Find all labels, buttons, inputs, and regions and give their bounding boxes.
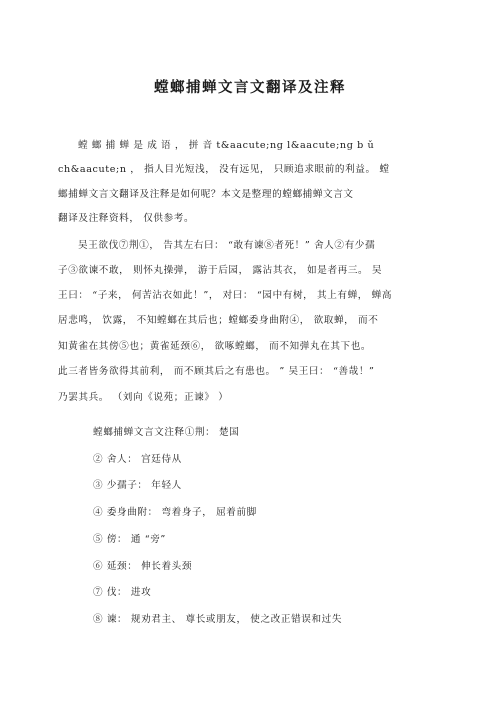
- note-item: ③ 少孺子： 年轻人: [93, 480, 182, 491]
- intro-line-4: 翻译及注释资料， 仅供参考。: [58, 213, 195, 224]
- note-item: ④ 委身曲附： 弯着身子， 屈着前脚: [93, 507, 257, 518]
- text-line-5: 知黄雀在其傍⑤也；黄雀延颈⑥， 欲啄螳螂， 而不知弹丸在其下也。: [58, 341, 372, 352]
- note-item: ⑧ 谏： 规劝君主、 尊长或朋友， 使之改正错误和过失: [93, 614, 343, 625]
- intro-line-2: ch&aacute;n ， 指人目光短浅， 没有远见， 只顾追求眼前的利益。 螳: [58, 164, 390, 175]
- text-line-2: 子③欲谏不敢， 则怀丸操弹， 游于后园， 露沾其衣， 如是者再三。 吴: [58, 265, 383, 276]
- note-item: ② 舍人： 宫廷侍从: [93, 454, 182, 465]
- note-item: ⑦ 伐： 进攻: [93, 587, 152, 598]
- text-line-7: 乃罢其兵。 （刘向《说苑；正谏》 ）: [58, 392, 229, 403]
- note-item: ⑥ 延颈： 伸长着头颈: [93, 561, 193, 572]
- intro-line-1: 螳 螂 捕 蝉 是 成 语 ， 拼 音 t&aacute;ng l&aacute;ng b ǔ: [78, 140, 375, 151]
- text-line-4: 居悲鸣， 饮露， 不知螳螂在其后也；螳螂委身曲附④， 欲取蝉， 而不: [58, 315, 379, 326]
- document-title: 螳螂捕蝉文言文翻译及注释: [154, 79, 346, 96]
- text-line-1: 吴王欲伐⑦荆①， 告其左右曰： “敢有谏⑧者死！” 舍人②有少孺: [78, 240, 376, 251]
- intro-line-3: 螂捕蝉文言文翻译及注释是如何呢？本文是整理的螳螂捕蝉文言文: [58, 189, 354, 200]
- text-line-6: 此三者皆务欲得其前利， 而不顾其后之有患也。 ” 吴王曰： “善哉！”: [58, 366, 375, 377]
- text-line-3: 王曰： “子来， 何苦沾衣如此！”， 对曰： “园中有树， 其上有蝉， 蝉高: [58, 290, 393, 301]
- note-item: ⑤ 傍： 通 “旁”: [93, 534, 166, 545]
- notes-heading: 螳螂捕蝉文言文注释①荆： 楚国: [93, 427, 240, 438]
